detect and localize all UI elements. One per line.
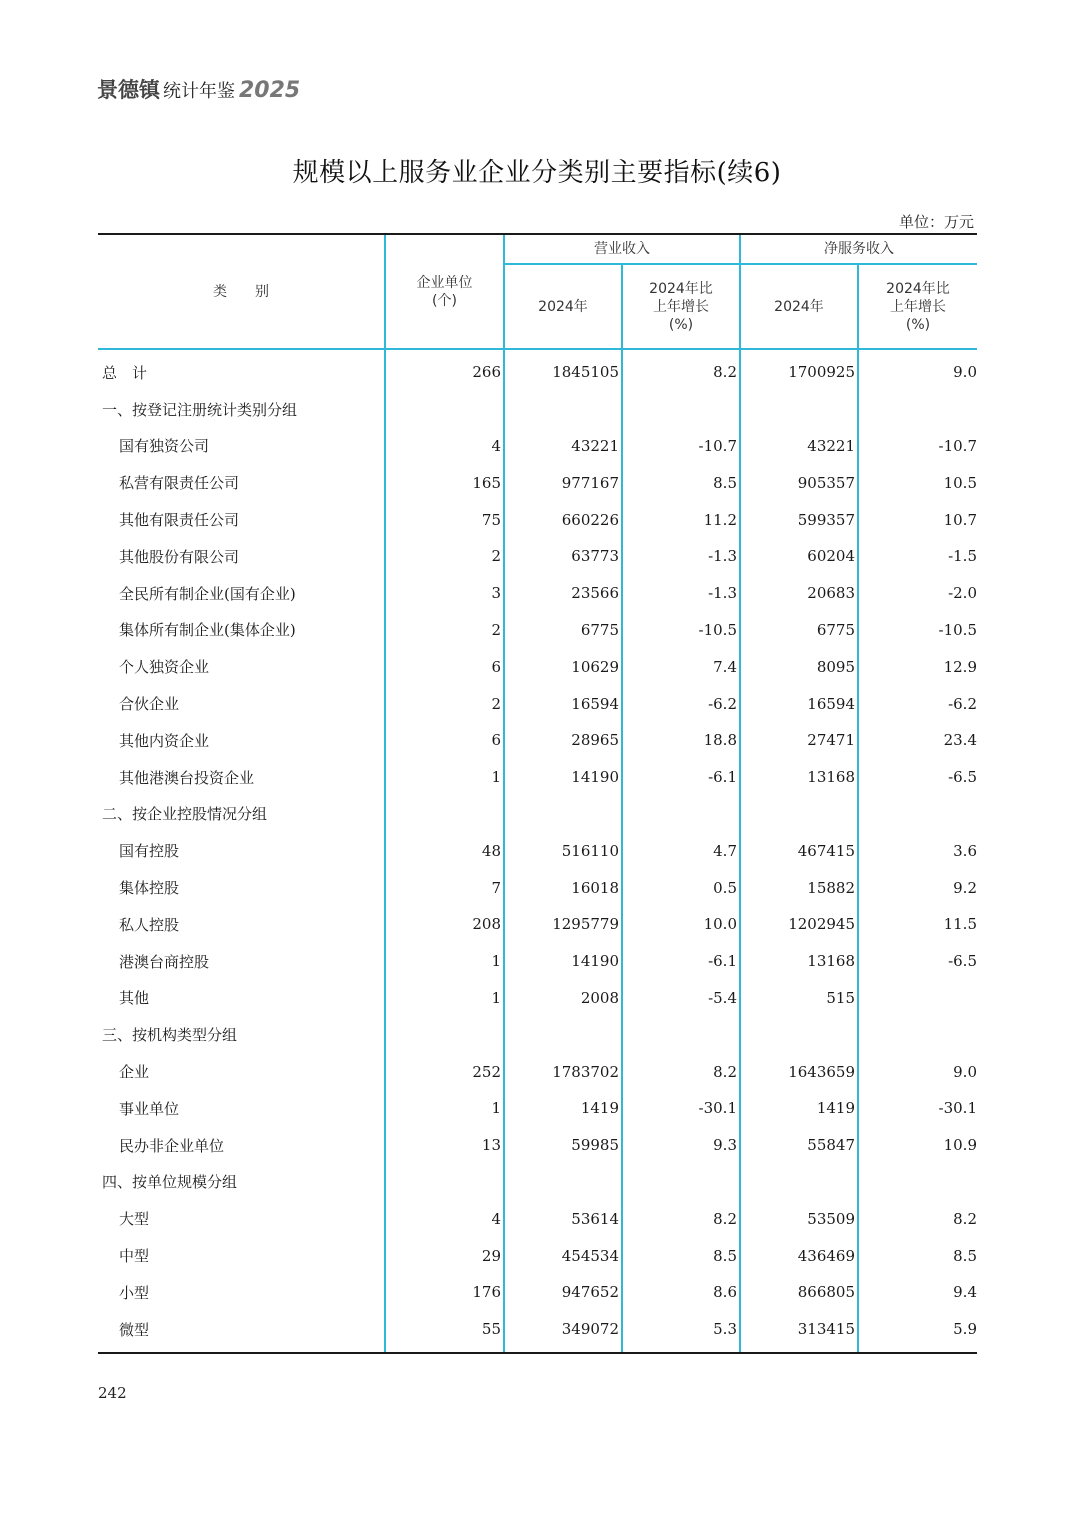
cell-revenue-2024: 1783702 (504, 1053, 622, 1090)
cell-enterprise-units: 2 (385, 538, 504, 575)
table-row (98, 980, 977, 1017)
cell-net-revenue-2024 (740, 1016, 858, 1053)
cell-enterprise-units: 252 (385, 1053, 504, 1090)
cell-revenue-growth: -1.3 (622, 538, 740, 575)
cell-revenue-growth: 18.8 (622, 722, 740, 759)
cell-revenue-growth: -6.1 (622, 943, 740, 980)
cell-enterprise-units: 1 (385, 980, 504, 1017)
cell-net-revenue-2024: 8095 (740, 648, 858, 685)
cell-net-revenue-growth (858, 1016, 977, 1053)
cell-net-revenue-growth: -6.5 (858, 759, 977, 796)
cell-revenue-growth: -6.2 (622, 685, 740, 722)
cell-revenue-2024: 59985 (504, 1127, 622, 1164)
row-label: 合伙企业 (119, 695, 180, 714)
cell-revenue-2024: 516110 (504, 832, 622, 869)
cell-revenue-growth: 10.0 (622, 906, 740, 943)
cell-revenue-growth: 7.4 (622, 648, 740, 685)
cell-enterprise-units: 13 (385, 1127, 504, 1164)
cell-revenue-growth: 4.7 (622, 832, 740, 869)
cell-net-revenue-growth: 12.9 (858, 648, 977, 685)
cell-revenue-growth (622, 1164, 740, 1201)
cell-net-revenue-growth: 9.0 (858, 349, 977, 391)
cell-enterprise-units: 1 (385, 1090, 504, 1127)
running-header (97, 74, 300, 104)
cell-net-revenue-growth: 8.5 (858, 1237, 977, 1274)
cell-enterprise-units: 208 (385, 906, 504, 943)
cell-revenue-2024: 947652 (504, 1274, 622, 1311)
table-row (98, 1127, 977, 1164)
cell-revenue-growth: 8.5 (622, 464, 740, 501)
cell-net-revenue-2024: 16594 (740, 685, 858, 722)
cell-net-revenue-2024: 27471 (740, 722, 858, 759)
cell-net-revenue-2024: 15882 (740, 869, 858, 906)
cell-revenue-2024 (504, 1164, 622, 1201)
cell-revenue-growth: 8.6 (622, 1274, 740, 1311)
cell-net-revenue-growth: 9.4 (858, 1274, 977, 1311)
cell-revenue-2024: 14190 (504, 759, 622, 796)
cell-revenue-2024: 1295779 (504, 906, 622, 943)
cell-net-revenue-growth: 8.2 (858, 1200, 977, 1237)
table-row (98, 1200, 977, 1237)
row-label: 三、按机构类型分组 (102, 1026, 238, 1045)
row-label: 微型 (98, 1311, 385, 1353)
cell-net-revenue-2024 (740, 391, 858, 428)
table-header (98, 234, 977, 349)
cell-net-revenue-growth: -6.2 (858, 685, 977, 722)
cell-revenue-growth (622, 391, 740, 428)
row-label: 事业单位 (119, 1099, 180, 1118)
row-label: 其他港澳台投资企业 (119, 768, 255, 787)
cell-net-revenue-growth: 10.5 (858, 464, 977, 501)
table-row (98, 759, 977, 796)
cell-enterprise-units (385, 1164, 504, 1201)
cell-revenue-2024 (504, 391, 622, 428)
cell-revenue-2024 (504, 796, 622, 833)
row-label: 国有独资公司 (119, 437, 210, 456)
header-net-year: 2024年 (740, 264, 858, 349)
cell-revenue-2024: 2008 (504, 980, 622, 1017)
cell-net-revenue-2024: 866805 (740, 1274, 858, 1311)
cell-net-revenue-growth: -10.7 (858, 428, 977, 465)
cell-revenue-growth: -5.4 (622, 980, 740, 1017)
row-label: 私营有限责任公司 (119, 474, 240, 493)
cell-enterprise-units (385, 796, 504, 833)
cell-net-revenue-growth (858, 796, 977, 833)
cell-net-revenue-growth: 3.6 (858, 832, 977, 869)
cell-revenue-growth: -6.1 (622, 759, 740, 796)
cell-net-revenue-growth: 9.0 (858, 1053, 977, 1090)
header-revenue-growth: 2024年比 上年增长 (%) (622, 264, 740, 349)
cell-revenue-2024: 23566 (504, 575, 622, 612)
table-row (98, 349, 977, 391)
cell-net-revenue-growth: 9.2 (858, 869, 977, 906)
row-label: 国有控股 (119, 842, 180, 861)
cell-revenue-growth: -10.7 (622, 428, 740, 465)
row-label: 二、按企业控股情况分组 (102, 805, 268, 824)
cell-revenue-2024: 14190 (504, 943, 622, 980)
cell-enterprise-units: 29 (385, 1237, 504, 1274)
row-label: 四、按单位规模分组 (102, 1173, 238, 1192)
table-row (98, 501, 977, 538)
cell-net-revenue-2024: 13168 (740, 759, 858, 796)
cell-net-revenue-2024: 53509 (740, 1200, 858, 1237)
cell-revenue-2024: 349072 (504, 1311, 622, 1353)
table-row (98, 538, 977, 575)
cell-enterprise-units: 55 (385, 1311, 504, 1353)
table-row (98, 464, 977, 501)
table-row (98, 832, 977, 869)
table-row (98, 391, 977, 428)
cell-enterprise-units: 165 (385, 464, 504, 501)
unit-note: 单位：万元 (898, 213, 974, 231)
cell-revenue-2024: 660226 (504, 501, 622, 538)
cell-revenue-2024: 1419 (504, 1090, 622, 1127)
cell-net-revenue-2024 (740, 796, 858, 833)
cell-enterprise-units: 176 (385, 1274, 504, 1311)
cell-net-revenue-growth: -10.5 (858, 612, 977, 649)
header-net-service-revenue: 净服务收入 (740, 234, 977, 264)
cell-revenue-growth: 0.5 (622, 869, 740, 906)
row-label: 其他股份有限公司 (119, 547, 240, 566)
cell-net-revenue-2024: 43221 (740, 428, 858, 465)
cell-net-revenue-2024: 515 (740, 980, 858, 1017)
cell-enterprise-units: 6 (385, 722, 504, 759)
cell-net-revenue-2024: 467415 (740, 832, 858, 869)
header-net-growth: 2024年比 上年增长 (%) (858, 264, 977, 349)
cell-enterprise-units: 266 (385, 349, 504, 391)
cell-net-revenue-2024: 1419 (740, 1090, 858, 1127)
cell-net-revenue-2024: 905357 (740, 464, 858, 501)
cell-revenue-2024: 1845105 (504, 349, 622, 391)
cell-net-revenue-growth: 11.5 (858, 906, 977, 943)
cell-net-revenue-2024: 55847 (740, 1127, 858, 1164)
cell-enterprise-units: 4 (385, 428, 504, 465)
page-number: 242 (98, 1384, 127, 1402)
table-row (98, 648, 977, 685)
row-label: 港澳台商控股 (119, 952, 210, 971)
table-row (98, 612, 977, 649)
cell-net-revenue-2024: 1202945 (740, 906, 858, 943)
cell-enterprise-units: 7 (385, 869, 504, 906)
cell-enterprise-units: 6 (385, 648, 504, 685)
table-row (98, 1237, 977, 1274)
cell-net-revenue-2024: 313415 (740, 1311, 858, 1353)
cell-net-revenue-2024: 436469 (740, 1237, 858, 1274)
cell-net-revenue-2024: 1643659 (740, 1053, 858, 1090)
table-row (98, 1016, 977, 1053)
row-label: 全民所有制企业(国有企业) (119, 584, 296, 603)
cell-revenue-growth: 8.2 (622, 1200, 740, 1237)
row-label: 个人独资企业 (119, 658, 210, 677)
cell-net-revenue-2024: 1700925 (740, 349, 858, 391)
row-label: 中型 (119, 1247, 150, 1266)
cell-revenue-growth: 11.2 (622, 501, 740, 538)
cell-revenue-2024: 454534 (504, 1237, 622, 1274)
row-label: 其他 (119, 989, 150, 1008)
table-row (98, 575, 977, 612)
cell-net-revenue-growth (858, 1164, 977, 1201)
cell-revenue-growth (622, 796, 740, 833)
cell-revenue-2024: 28965 (504, 722, 622, 759)
cell-revenue-2024: 6775 (504, 612, 622, 649)
row-label: 其他有限责任公司 (119, 511, 240, 530)
row-label: 集体所有制企业(集体企业) (119, 621, 296, 640)
row-label: 总 计 (102, 363, 148, 382)
row-label: 小型 (119, 1283, 150, 1302)
cell-revenue-growth: 5.3 (622, 1311, 740, 1353)
cell-revenue-growth: 8.2 (622, 1053, 740, 1090)
cell-net-revenue-2024: 599357 (740, 501, 858, 538)
table-row (98, 906, 977, 943)
table-row (98, 1274, 977, 1311)
row-label: 其他内资企业 (119, 731, 210, 750)
yearbook-name: 统计年鉴 (163, 81, 235, 102)
cell-enterprise-units: 4 (385, 1200, 504, 1237)
cell-revenue-growth: 9.3 (622, 1127, 740, 1164)
cell-revenue-2024 (504, 1016, 622, 1053)
cell-net-revenue-growth: 10.9 (858, 1127, 977, 1164)
cell-revenue-growth (622, 1016, 740, 1053)
cell-enterprise-units (385, 391, 504, 428)
table-row (98, 943, 977, 980)
row-label: 私人控股 (119, 915, 180, 934)
row-label: 大型 (119, 1210, 150, 1229)
cell-net-revenue-2024: 6775 (740, 612, 858, 649)
table-row (98, 428, 977, 465)
cell-revenue-growth: 8.2 (622, 349, 740, 391)
table-row (98, 1090, 977, 1127)
cell-enterprise-units: 1 (385, 943, 504, 980)
cell-revenue-growth: -10.5 (622, 612, 740, 649)
table-body (98, 349, 977, 1353)
header-enterprise-units: 企业单位 (个) (385, 234, 504, 349)
cell-enterprise-units: 48 (385, 832, 504, 869)
cell-revenue-2024: 43221 (504, 428, 622, 465)
cell-enterprise-units: 75 (385, 501, 504, 538)
cell-net-revenue-2024: 13168 (740, 943, 858, 980)
yearbook-brand: 景德镇 (97, 78, 160, 102)
table-row (98, 685, 977, 722)
table-row (98, 722, 977, 759)
cell-enterprise-units (385, 1016, 504, 1053)
cell-net-revenue-growth: -2.0 (858, 575, 977, 612)
cell-enterprise-units: 2 (385, 612, 504, 649)
cell-net-revenue-growth: 10.7 (858, 501, 977, 538)
cell-net-revenue-growth: 5.9 (858, 1311, 977, 1353)
cell-revenue-growth: -1.3 (622, 575, 740, 612)
cell-net-revenue-growth: 23.4 (858, 722, 977, 759)
header-category: 类 别 (98, 234, 385, 349)
table-row (98, 1053, 977, 1090)
cell-revenue-2024: 16018 (504, 869, 622, 906)
cell-revenue-growth: -30.1 (622, 1090, 740, 1127)
cell-enterprise-units: 3 (385, 575, 504, 612)
cell-net-revenue-2024: 20683 (740, 575, 858, 612)
cell-enterprise-units: 2 (385, 685, 504, 722)
cell-revenue-2024: 53614 (504, 1200, 622, 1237)
cell-net-revenue-2024 (740, 1164, 858, 1201)
table-row (98, 796, 977, 833)
page-title: 规模以上服务业企业分类别主要指标(续6) (292, 158, 782, 188)
cell-net-revenue-growth (858, 980, 977, 1017)
table-row (98, 869, 977, 906)
cell-net-revenue-growth: -30.1 (858, 1090, 977, 1127)
cell-revenue-2024: 977167 (504, 464, 622, 501)
cell-net-revenue-2024: 60204 (740, 538, 858, 575)
yearbook-year: 2025 (239, 78, 301, 103)
header-revenue-year: 2024年 (504, 264, 622, 349)
cell-net-revenue-growth (858, 391, 977, 428)
header-operating-revenue: 营业收入 (504, 234, 740, 264)
cell-enterprise-units: 1 (385, 759, 504, 796)
row-label: 一、按登记注册统计类别分组 (102, 400, 298, 419)
cell-revenue-2024: 16594 (504, 685, 622, 722)
row-label: 民办非企业单位 (119, 1136, 225, 1155)
row-label: 企业 (119, 1063, 150, 1082)
row-label: 集体控股 (119, 879, 180, 898)
table-row (98, 1164, 977, 1201)
cell-revenue-growth: 8.5 (622, 1237, 740, 1274)
cell-revenue-2024: 10629 (504, 648, 622, 685)
cell-net-revenue-growth: -6.5 (858, 943, 977, 980)
table-row (98, 1311, 977, 1353)
cell-net-revenue-growth: -1.5 (858, 538, 977, 575)
statistics-table (98, 233, 977, 1354)
cell-revenue-2024: 63773 (504, 538, 622, 575)
